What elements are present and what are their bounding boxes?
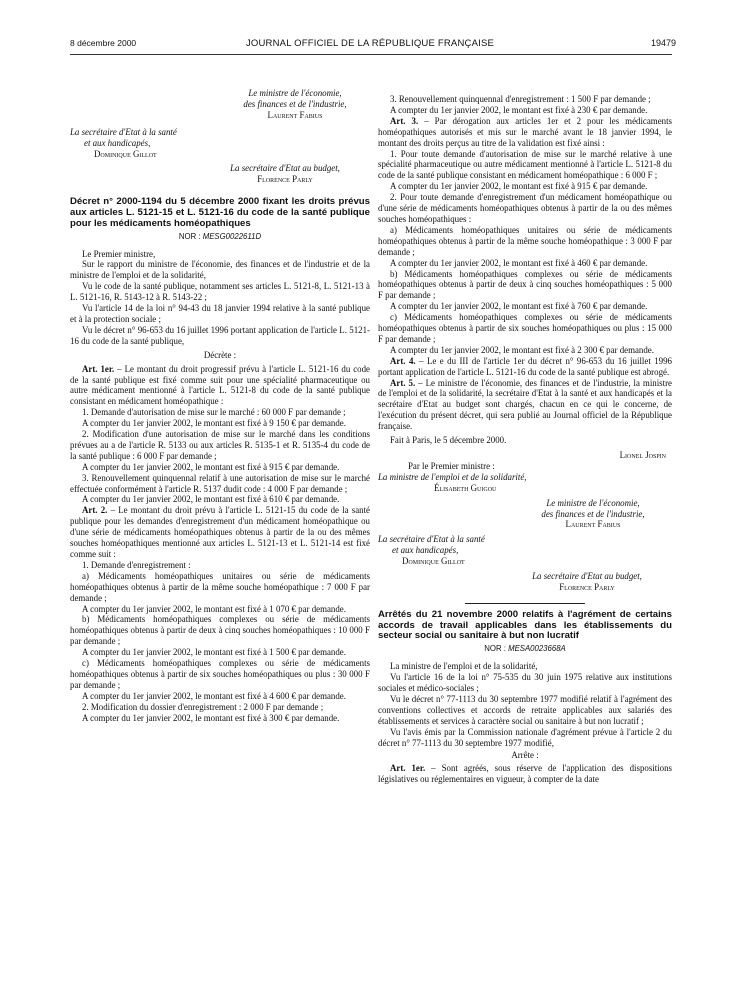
header-date: 8 décembre 2000 bbox=[70, 38, 137, 48]
signature-sante bbox=[70, 127, 250, 160]
paragraph: 2. Modification du dossier d'enregistrement : 2 000 F par demande ; bbox=[82, 701, 324, 712]
paragraph: A compter du 1er janvier 2002, le montant est fixé à 2 300 € par demande. bbox=[390, 344, 654, 355]
prime-minister-name: Lionel Jospin bbox=[619, 450, 666, 460]
paragraph: La ministre de l'emploi et de la solidarité, bbox=[390, 661, 538, 672]
paragraph: Le Premier ministre, bbox=[82, 248, 156, 259]
signature-role: et aux handicapés, bbox=[392, 545, 459, 556]
paragraph: 3. Renouvellement quinquennal relatif à une autorisation de mise sur le marché effectuée conformément à l'article R. 5137 dudit code : 4 000 F par demande ; bbox=[70, 472, 370, 494]
signature-name: Laurent Fabius bbox=[267, 109, 323, 120]
article-1-arrete: Art. 1er. – Sont agréés, sous réserve de l'application des dispositions législatives ou réglementaires en vigueur, à compter de la date bbox=[378, 763, 672, 785]
paragraph: Vu le code de la santé publique, notamment ses articles L. 5121-8, L. 5121-13 à L. 5121-16, R. 5143-12 à R. 5143-22 ; bbox=[70, 281, 370, 303]
paragraph: A compter du 1er janvier 2002, le montant est fixé à 1 500 € par demande. bbox=[82, 647, 346, 658]
paragraph: Vu l'avis émis par la Commission nationale d'agrément prévue à l'article 2 du décret n° 77-1113 du 30 septembre 1977 modifié, bbox=[378, 726, 672, 748]
paragraph: A compter du 1er janvier 2002, le montant est fixé à 1 070 € par demande. bbox=[82, 603, 346, 614]
paragraph: 1. Demande d'autorisation de mise sur le marché : 60 000 F par demande ; bbox=[82, 407, 346, 418]
paragraph: A compter du 1er janvier 2002, le montant est fixé à 230 € par demande. bbox=[390, 104, 648, 115]
signature-role: des finances et de l'industrie, bbox=[541, 508, 645, 519]
paragraph: Vu le décret n° 96-653 du 16 juillet 1996 portant application de l'article L. 5121-16 du code de la santé publique, bbox=[70, 324, 370, 346]
signature-sante-2 bbox=[378, 534, 558, 567]
paragraph: Vu le décret n° 77-1113 du 30 septembre 1977 modifié relatif à l'agrément des conventions collectives et accords de retraite applicables aux salariés des établissements et services à caractère social ou sanitaire à but non lucratif ; bbox=[378, 693, 672, 726]
paragraph: c) Médicaments homéopathiques complexes ou série de médicaments homéopathiques obtenus à partir de six souches homéopathiques ou plus : 15 000 F par demande ; bbox=[378, 312, 672, 344]
paragraph: b) Médicaments homéopathiques complexes ou série de médicaments homéopathiques obtenus à partir de deux à cinq souches homéopathiques : 5 000 F par demande ; bbox=[378, 268, 672, 301]
paragraph: 1. Pour toute demande d'autorisation de mise sur le marché relative à une spécialité pharmaceutique ou autre médicament mentionné à l'article L. 5121-8 du code de la santé publique consistant en médicament homéopathique : 6 000 F ; bbox=[378, 148, 672, 181]
paragraph: Sur le rapport du ministre de l'économie, des finances et de l'industrie et de la ministre de l'emploi et de la solidarité, bbox=[70, 259, 370, 281]
paragraph: A compter du 1er janvier 2002, le montant est fixé à 300 € par demande. bbox=[82, 712, 340, 723]
page-header bbox=[70, 38, 676, 54]
nor-reference: NOR : MESA0023668A bbox=[484, 644, 566, 654]
paragraph: A compter du 1er janvier 2002, le montant est fixé à 915 € par demande. bbox=[390, 181, 648, 192]
decree-title: Décret n° 2000-1194 du 5 décembre 2000 fixant les droits prévus aux articles L. 5121-15 et L. 5121-16 du code de la santé publique pour les médicaments homéopathiques bbox=[70, 196, 370, 229]
signature-name: Laurent Fabius bbox=[565, 519, 621, 530]
nor-code: MESG0022611D bbox=[202, 231, 262, 241]
signature-name: Florence Parly bbox=[257, 174, 313, 185]
header-rule bbox=[70, 54, 672, 55]
paragraph: 3. Renouvellement quinquennal d'enregistrement : 1 500 F par demande ; bbox=[390, 94, 651, 104]
signature-role: La secrétaire d'Etat à la santé bbox=[378, 534, 485, 545]
paragraph: 2. Pour toute demande d'enregistrement d'un médicament homéopathique ou d'une série de médicaments homéopathiques obtenus à partir de la ou des mêmes souches homéopathiques : bbox=[378, 192, 672, 224]
signature-budget-2 bbox=[502, 571, 672, 593]
right-column bbox=[378, 94, 672, 785]
paragraph: a) Médicaments homéopathiques unitaires ou série de médicaments homéopathiques obtenus à partir de la même souche homéopathique : 3 000 F par demande ; bbox=[378, 224, 672, 257]
paragraph: A compter du 1er janvier 2002, le montant est fixé à 610 € par demande. bbox=[82, 494, 340, 505]
signature-emploi bbox=[378, 472, 672, 494]
nor-code: MESA0023668A bbox=[508, 644, 566, 654]
signature-role: La secrétaire d'Etat au budget, bbox=[230, 163, 340, 174]
fait-a-paris: Fait à Paris, le 5 décembre 2000. bbox=[390, 435, 507, 446]
signature-role: La secrétaire d'Etat à la santé bbox=[70, 126, 177, 137]
arrete-title: Arrêtés du 21 novembre 2000 relatifs à l'agrément de certains accords de travail applicables dans les établissements du secteur social ou sanitaire à but non lucratif bbox=[378, 608, 672, 642]
decrete-label: Décrète : bbox=[203, 349, 237, 360]
paragraph: A compter du 1er janvier 2002, le montant est fixé à 460 € par demande. bbox=[390, 257, 648, 268]
paragraph: Vu l'article 16 de la loi n° 75-535 du 30 juin 1975 relative aux institutions sociales et médico-sociales ; bbox=[378, 672, 672, 693]
article-2: Art. 2. – Le montant du droit prévu à l'article L. 5121-15 du code de la santé publique pour les demandes d'enregistrement d'un médicament homéopathique ou d'une série de médicaments homéopathiques obtenus à partir de la ou des mêmes souches homéopathiques mentionné aux articles L. 5121-13 et L. 5121-14 est fixé comme suit : bbox=[70, 505, 370, 560]
signature-role: La ministre de l'emploi et de la solidarité, bbox=[378, 471, 527, 482]
signature-economie bbox=[220, 88, 370, 121]
article-3: Art. 3. – Par dérogation aux articles 1er et 2 pour les médicaments homéopathiques autorisés et mis sur le marché avant le 18 janvier 1994, le montant des droits perçus au titre de la validation est fixé ainsi : bbox=[378, 115, 672, 148]
paragraph: Vu l'article 14 de la loi n° 94-43 du 18 janvier 1994 relative à la santé publique et à la protection sociale ; bbox=[70, 303, 370, 324]
arrete-label: Arrête : bbox=[511, 750, 539, 761]
signature-role: et aux handicapés, bbox=[84, 137, 151, 148]
paragraph: A compter du 1er janvier 2002, le montant est fixé à 9 150 € par demande. bbox=[82, 418, 346, 429]
paragraph: 2. Modification d'une autorisation de mise sur le marché dans les conditions prévues au a de l'article R. 5133 ou aux articles R. 5135-1 et R. 5135-4 du code de la santé publique : 6 000 F par demande ; bbox=[70, 429, 370, 461]
left-column bbox=[70, 88, 370, 724]
signature-role: des finances et de l'industrie, bbox=[243, 98, 347, 109]
signature-role: Le ministre de l'économie, bbox=[248, 88, 342, 98]
par-premier-ministre: Par le Premier ministre : bbox=[408, 460, 495, 471]
signature-name: Florence Parly bbox=[559, 581, 615, 592]
paragraph: b) Médicaments homéopathiques complexes ou série de médicaments homéopathiques obtenus à partir de deux à cinq souches homéopathiques : 10 000 F par demande ; bbox=[70, 614, 370, 647]
signature-name: Dominique Gillot bbox=[402, 556, 465, 567]
signature-name: Dominique Gillot bbox=[94, 148, 157, 159]
paragraph: A compter du 1er janvier 2002, le montant est fixé à 915 € par demande. bbox=[82, 461, 340, 472]
paragraph: 1. Demande d'enregistrement : bbox=[82, 559, 191, 570]
signature-name: Élisabeth Guigou bbox=[434, 482, 497, 493]
paragraph: c) Médicaments homéopathiques complexes ou série de médicaments homéopathiques obtenus à partir de six souches homéopathiques ou plus : 30 000 F par demande ; bbox=[70, 658, 370, 690]
paragraph: a) Médicaments homéopathiques unitaires ou série de médicaments homéopathiques obtenus à partir de la même souche homéopathique : 7 000 F par demande ; bbox=[70, 570, 370, 603]
signature-role: La secrétaire d'Etat au budget, bbox=[532, 571, 642, 582]
page-number: 19479 bbox=[650, 38, 676, 48]
article-1: Art. 1er. – Le montant du droit progressif prévu à l'article L. 5121-16 du code de la santé publique est fixé comme suit pour une spécialité pharmaceutique ou autre médicament mentionné à l'article L. 5121-8 du code de la santé publique consistant en médicament homéopathique : bbox=[70, 363, 370, 407]
signature-budget bbox=[200, 163, 370, 185]
article-5: Art. 5. – Le ministre de l'économie, des finances et de l'industrie, la ministre de l'emploi et de la solidarité, la secrétaire d'Etat à la santé et aux handicapés et la secrétaire d'Etat au budget sont chargés, chacun en ce qui le concerne, de l'exécution du présent décret, qui sera publié au Journal officiel de la République française. bbox=[378, 377, 672, 432]
paragraph: A compter du 1er janvier 2002, le montant est fixé à 4 600 € par demande. bbox=[82, 690, 346, 701]
signature-economie-2 bbox=[518, 498, 668, 531]
nor-reference: NOR : MESG0022611D bbox=[178, 231, 262, 241]
section-separator bbox=[465, 603, 585, 604]
signature-role: Le ministre de l'économie, bbox=[546, 497, 640, 508]
paragraph: A compter du 1er janvier 2002, le montant est fixé à 760 € par demande. bbox=[390, 301, 648, 312]
article-4: Art. 4. – Le e du III de l'article 1er du décret n° 96-653 du 16 juillet 1996 portant application de l'article L. 5121-16 du code de la santé publique est abrogé. bbox=[378, 355, 672, 377]
journal-title: JOURNAL OFFICIEL DE LA RÉPUBLIQUE FRANÇAISE bbox=[245, 38, 495, 49]
